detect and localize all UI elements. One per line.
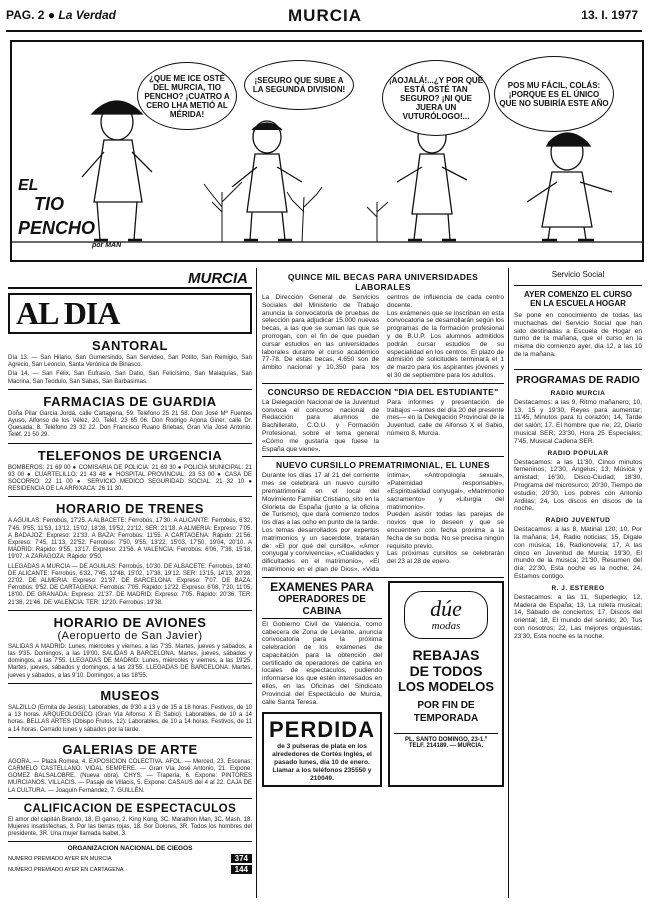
- column-rule: [508, 268, 509, 898]
- section-label: MURCIA: [8, 270, 252, 289]
- perdida-box: [262, 712, 382, 787]
- divider: [8, 798, 252, 799]
- farmacias-text: Doña Pilar García Jordá, calle Cartagena, 59. Teléfono 25 21 58. Don José Mª Fuentes Ayuso, Alfonso de los Vélez, 20. Teléf. 23 65 06. Don Rodrigo Arjona Giner, calle Dr. Quesada, 8. Teléfono 23 32 22. Don Francisco Ruano Briebas, Gran Vía José Antonio. Teléf. 21 50 29.: [8, 410, 252, 439]
- divider: [8, 683, 252, 684]
- speech-bubble-3: ¡AOJALÁ!...¿Y POR QUÉ ESTÁ OSTÉ TAN SEGURO? ¡NI QUE JUERA UN VUTURÓLOGO!...: [382, 60, 490, 136]
- comic-logo-tio: TIO: [34, 194, 64, 214]
- column-rule: [256, 268, 257, 898]
- galerias-title: GALERIAS DE ARTE: [62, 741, 198, 757]
- radio-murcia-title: RADIO MURCIA: [550, 389, 606, 397]
- examenes-title-2: OPERADORES DE CABINA: [262, 594, 382, 619]
- concurso-body: [262, 399, 504, 454]
- ad-line-3: LOS MODELOS: [397, 678, 495, 694]
- divider: [8, 841, 252, 842]
- curso-text: Se pone en conocimiento de todas las muchachas del Servicio Social que han sido destinadas a Escuela de Hogar en turno de la mañana, que el curso en la misma dio comienzo ayer, día 12, a las 10 de la mañana.: [514, 312, 642, 358]
- concurso-title: CONCURSO DE REDACCION "DIA DEL ESTUDIANTE": [267, 386, 499, 397]
- radio-popular-title: RADIO POPULAR: [547, 449, 609, 457]
- ad-line-4: POR FIN DE: [417, 699, 475, 711]
- ciegos-row-cartagena: [8, 865, 252, 874]
- comic-strip: [10, 40, 644, 262]
- santoral-text-2: Día 14. — San Félix, San Eufrasio, San Datio, San Felicísimo, San Malaquías, San Macrina, San Teodulo, San Sabas, San Barbasimas.: [8, 371, 252, 385]
- bullet-icon: ●: [47, 8, 59, 22]
- becas-text-1: La Dirección General de Servicios Sociales del Ministerio de Trabajo anuncia la convocatoria de pruebas de selección para adjudicar 15.000 nuevas becas, a las que se suman las que se prorrogan, con el fin de que puedan cursar estudios en las universidades laborales durante el curso académico 77-78. De estas becas, 4.650 son de ámbito nacional y 10.350 para los centros de influencia de cada centro docente.: [262, 294, 504, 372]
- divider: [8, 737, 252, 738]
- museos-title: MUSEOS: [100, 687, 160, 703]
- radio-popular-text: Destacamos: a las 11'30, Cinco minutos femeninos; 12'30, Ángelus; 13, Música y amistad; 16'30, Disco-Ciudad; 18'30, Programa del microsurco; 20'30, Tiempo de estudio; 20'30, Los pobres con Antonio Ardilas; 24, Los discos en discos de la noche.: [514, 458, 642, 513]
- examenes-title-1: EXAMENES PARA: [270, 579, 374, 594]
- curso-title-2: EN LA ESCUELA HOGAR: [530, 299, 626, 308]
- column-news: [262, 270, 504, 900]
- ciegos-label-cartagena: NUMERO PREMIADO AYER EN CARTAGENA: [8, 866, 124, 873]
- column-radio: [514, 270, 642, 900]
- ciegos-number-murcia: 374: [231, 854, 252, 863]
- cursillo-text-4: Las próximas cursillos se celebrarán del 23 al 28 de enero.: [387, 550, 504, 566]
- museos-text: SALZILLO (Ermita de Jesús): Laborables, de 9'30 a 13 y de 15 a 18 horas. Festivos, de 10 a 13 horas. ARQUEOLOGICO (Gran Vía Alfonso X El Sabio): Laborables, de 10 a 14 horas. BELLAS ARTES (Obispo Frutos, 12): Laborables, de 10 a 14 horas. Festivos, de 11 a 14 horas. Cerrado lunes y sábados por la tarde.: [8, 704, 252, 733]
- concurso-text-2: Para informes y presentación de trabajos —antes del día 20 del presente mes— en la Delegación Provincial de la Juventud, calle de Alfonso X el Sabio, número 8, Murcia.: [387, 398, 504, 437]
- trenes-title: HORARIO DE TRENES: [56, 501, 204, 517]
- becas-text-2: Los exámenes que se inscriban en esta convocatoria se desarrollarán según los programas de la formación profesional y de B.U.P. Los alumnos admitidos podrán cursar estudios de su especialidad en los centros. El plazo de admisión de solicitudes terminará el 1 de marzo para los aspirantes jóvenes y el 30 de septiembre para los adultos.: [387, 309, 504, 379]
- examenes-block: [262, 581, 382, 788]
- santoral-text-1: Día 13. — San Hilario, San Gumersindo, San Servideo, San Potito, San Remigio, San Agrecio, San Leoncio, Santa Verónica de Binasco.: [8, 355, 252, 369]
- cursillo-text-1: Durante los días 17 al 21 del corriente mes se celebrará un nuevo cursillo prematrimonial en el local del Movimiento Familiar Cristiano, sito en la Glorieta de España (junto a la oficina de Turismo), que dará comienzo todos los días a las ocho en punto de la tarde.: [262, 472, 379, 527]
- santoral-title: SANTORAL: [92, 338, 168, 353]
- ad-line-5: TEMPORADA: [413, 712, 479, 724]
- divider: [262, 383, 504, 384]
- divider: [8, 389, 252, 390]
- radio-juventud-text: Destacamos: a las 8, Matinal 120; 10, Por la mañana; 14, Radio noticias; 15, Digale con música; 16, Radionovela; 17, A las cinco en Juventud de Murcia; 19'30, El mundo de la música; 21'30, Resumen del día; 22'30, Esta noche es la noche; 24, Estamos contigo.: [514, 526, 642, 580]
- cursillo-title: NUEVO CURSILLO PREMATRIMONIAL, EL LUNES: [276, 460, 490, 471]
- ciegos-row-murcia: [8, 854, 252, 863]
- galerias-text: AGORA. — Plaza Romea, 4. EXPOSICION COLECTIVA. AFOL. — Merced, 23. Escenas: CARMELO CASTELLANO. VIDAL SEMPERE. — Gran Vía José Antonio, 21. Expone: GOMEZ BALSALOBRE. (Nueva obra). CHYS. — Trapería, 6. Expone: PINTORES MURCIANOS. VILLACIS. — Pasaje de Villacis, 5. Expone: CASAUS del 4 al 22. CAJA DE LA CULTURA. — Joaquín Fernández, 7. GUILLÉN.: [8, 758, 252, 794]
- rj-estereo-text: Destacamos: a las 11, Superlegio; 12, Madera de España; 13, La ruleta musical; 14, Sábado de conciertos; 17, Discos del oriental; 18, El mundo del sonido; 20, Tus con nosotros; 22, Las mejores orquestas; 23'30, Esta noche es la noche.: [514, 593, 642, 640]
- divider: [262, 456, 504, 457]
- aviones-text: SALIDAS A MADRID: Lunes, miércoles y viernes, a las 7'35. Martes, jueves y sábados, a las 9'35. Domingos, a las 19'00. SALIDAS A BARCELONA: Martes, jueves, sábados y domingos, a las 7'55. LLEGADAS DE MADRID: Lunes, miércoles y viernes, a las 19'25. Martes, jueves, sábados y domingos, a las 23'55. LLEGADAS DE BARCELONA: Martes, jueves y sábados, a las 9'10. Domingos, a las 18'55.: [8, 643, 252, 679]
- lower-blocks: [262, 581, 504, 788]
- ciegos-number-cartagena: 144: [231, 865, 252, 874]
- ciegos-label-murcia: NUMERO PREMIADO AYER EN MURCIA: [8, 855, 112, 862]
- perdida-text: de 3 pulseras de plata en los alrededores de Cortés Inglés, el pasado lunes, día 10 de enero. Llamar a los teléfonos 235550 y 210049.: [272, 743, 372, 782]
- column-al-dia: [8, 270, 252, 900]
- telefonos-title: TELEFONOS DE URGENCIA: [37, 447, 223, 463]
- divider: [8, 496, 252, 497]
- divider: [262, 577, 504, 578]
- perdida-title: PERDIDA: [268, 717, 375, 743]
- cursillo-text-3: Pueden asistir todas las parejas de novios que lo deseen y que se encuentren con fecha próxima a la fecha de su boda. No se precisa ningún requisito previo.: [387, 511, 504, 550]
- ad-due-modas: [388, 581, 504, 788]
- ad-brand-1: dúe: [430, 595, 462, 621]
- page-header: [0, 0, 650, 42]
- ad-line-2: DE TODOS: [409, 662, 483, 679]
- becas-body: [262, 294, 504, 380]
- ad-logo: [404, 591, 488, 639]
- radio-juventud-title: RADIO JUVENTUD: [545, 517, 611, 525]
- ad-brand-2: modas: [431, 619, 461, 632]
- divider: [8, 443, 252, 444]
- speech-bubble-2: ¡SEGURO QUE SUBE A LA SEGUNDA DIVISION!: [244, 60, 354, 110]
- comic-logo-el: EL: [18, 177, 39, 194]
- radio-murcia-text: Destacamos: a las 9, Ritmo mañanero; 10, 13, 15 y 19'30, Reyes para aumentar; 11'45, Minutos para tu corazón; 14, Tarde del salón; 17, El hombre que ríe; 22, Diario musical SER; 23'30, Hora 25 Especiales; 7'45, Musical Cadena SER.: [514, 398, 642, 445]
- comic-logo-pencho: PENCHO: [18, 218, 96, 238]
- servicio-label: Servicio Social: [551, 270, 605, 279]
- aviones-title: HORARIO DE AVIONES: [53, 614, 207, 630]
- becas-title: QUINCE MIL BECAS PARA UNIVERSIDADES LABORALES: [287, 272, 479, 292]
- radio-title: PROGRAMAS DE RADIO: [516, 373, 640, 386]
- ad-address: PL. SANTO DOMINGO, 23-1.º: [394, 733, 498, 743]
- ad-phone: TELF. 214189. — MURCIA.: [408, 742, 484, 749]
- aviones-subtitle: (Aeropuerto de San Javier): [57, 629, 203, 642]
- page-number: PAG. 2: [6, 8, 45, 22]
- section-title: MURCIA: [288, 6, 362, 25]
- ciegos-title: ORGANIZACION NACIONAL DE CIEGOS: [67, 845, 193, 853]
- curso-title-1: AYER COMENZO EL CURSO: [514, 285, 642, 299]
- speech-bubble-4: POS MU FÁCIL, COLÁS: ¡PORQUE ES EL ÚNICO QUE NO SUBIRÍA ESTE AÑO: [494, 56, 614, 132]
- farmacias-title: FARMACIAS DE GUARDIA: [43, 393, 217, 409]
- al-dia-title: AL DIA: [8, 293, 252, 334]
- divider: [8, 610, 252, 611]
- paper-name: La Verdad: [58, 8, 116, 22]
- rj-estereo-title: R. J. ESTEREO: [551, 584, 605, 592]
- cursillo-text-2: Los temas desarrollados por expertos matrimonios y un sacerdote, tratarán de: «El por qué del cursillo», «Amor conyugal y convivencia», «Cualidades y dificultades en el matrimonio», «El matrimonio en el plan de Dios», «Vida íntima», «Antropología sexual», «Paternidad responsable», «Espiritualidad conyugal», «Matrimonio sacramento» y «Liturgia del matrimonio».: [262, 472, 504, 573]
- cursillo-body: [262, 472, 504, 573]
- page-date: 13. I. 1977: [581, 8, 638, 22]
- telefonos-text: BOMBEROS: 21 69 00 ● COMISARIA DE POLICIA: 21 69 30 ● POLICIA MUNICIPAL: 21 93 00 ● CUARTELILLO: 21 43 48 ● HOSPITAL PROVINCIAL: 23 53 00 ● CASA DE SOCORRO: 22 11 00 ● SERVICIO MEDICO SEGURIDAD SOCIAL: 21 32 10 ● RESIDENCIA DE LA ARRIXACA: 26 11 30.: [8, 464, 252, 493]
- comic-signature: por MAN: [92, 242, 122, 249]
- speech-bubble-1: ¿QUE ME ICE OSTÉ DEL MURCIA, TIO PENCHO? ¡CUATRO A CERO LHA METIÓ AL MÉRIDA!: [137, 62, 237, 130]
- trenes-text-2: LLEGADAS A MURCIA — DE AGUILAS: Ferrobús, 10'30. DE ALBACETE: Ferrobús, 18'40. DE ALICANTE: Ferrobús, 6'32, 7'45, 12'48, 15'02, 17'38, 19'12. SER: 13'15, 14'13, 20'28, 22'02. DE ALMERIA: Expreso: 21'37. DE BARCELONA: Expreso: 7'07. DE BAZA: Ferrobús: 9'52. DE CARTAGENA: Ferrobús: 7'05. Rápido: 12'22. Expreso: 6'08, 7'20, 11'05, 18'00. DE GRANADA: Expreso: 21'37. DE MADRID: Expreso: 7'05. Rápido: 20'36. TER: 21'38, 21'46. DE VALENCIA: TER: 12'20. Ferrobús: 19'38.: [8, 563, 252, 606]
- trenes-text-1: A AGUILAS: Ferrobús, 17'25. A ALBACETE: Ferrobús, 17'30. A ALICANTE: Ferrobús, 6'32, 7'45, 9'55, 11'53, 13'12, 15'02, 18'28, 19'52, 21'12. SER: 21'18. A ALMERIA: Expreso: 7'05. A BADAJOZ: Expreso: 21'33. A BAZA: Ferrobús: 11'55. A CARTAGENA: Rápido: 21'56. Expreso: 7'45, 11'13, 22'52. Ferrobús: 7'50, 9'55, 13'22, 15'03, 17'50, 19'04, 20'10. A MADRID: Rápido: 9'55, 13'17. Expreso: 21'56. A VALENCIA: Ferrobús: 6'06, 7'38, 15'18, 19'07. A ZARAGOZA: Rápido: 9'50.: [8, 518, 252, 561]
- ad-line-1: REBAJAS: [412, 646, 480, 663]
- concurso-text-1: La Delegación Nacional de la Juventud convoca el concurso nacional de Redacción para alumnos de Bachillerato, C.O.U. y Formación Profesional, sobre el tema general «Cómo me gustaría que fuese la España que viene».: [262, 398, 379, 453]
- examenes-text: El Gobierno Civil de Valencia, como cabecera de Zona de Levante, anuncia convocatoria para la próxima celebración de los exámenes de capacitación para la obtención del certificado de operadores de cabina en locales de espectáculos, pudiendo informarse los que estén interesados en ellos, en las Oficinas del Sindicato Provincial del Espectáculo de Murcia, calle Santa Teresa.: [262, 620, 382, 706]
- header-rule: [6, 30, 642, 32]
- divider: [514, 369, 642, 370]
- espectaculos-text: El amor del capitán Brando, 18. El ganso, 2. King Kong, 3C. Marathon Man, 3C. Mash, 18. Mujeres insatisfechas, 3. Por las tierras rojas, 18. Sor Dolores, 3R. Todos los hombres del presidente, 3R. Una mujer llamada Isabel, 3.: [8, 816, 252, 838]
- espectaculos-title: CALIFICACION DE ESPECTACULOS: [23, 802, 237, 815]
